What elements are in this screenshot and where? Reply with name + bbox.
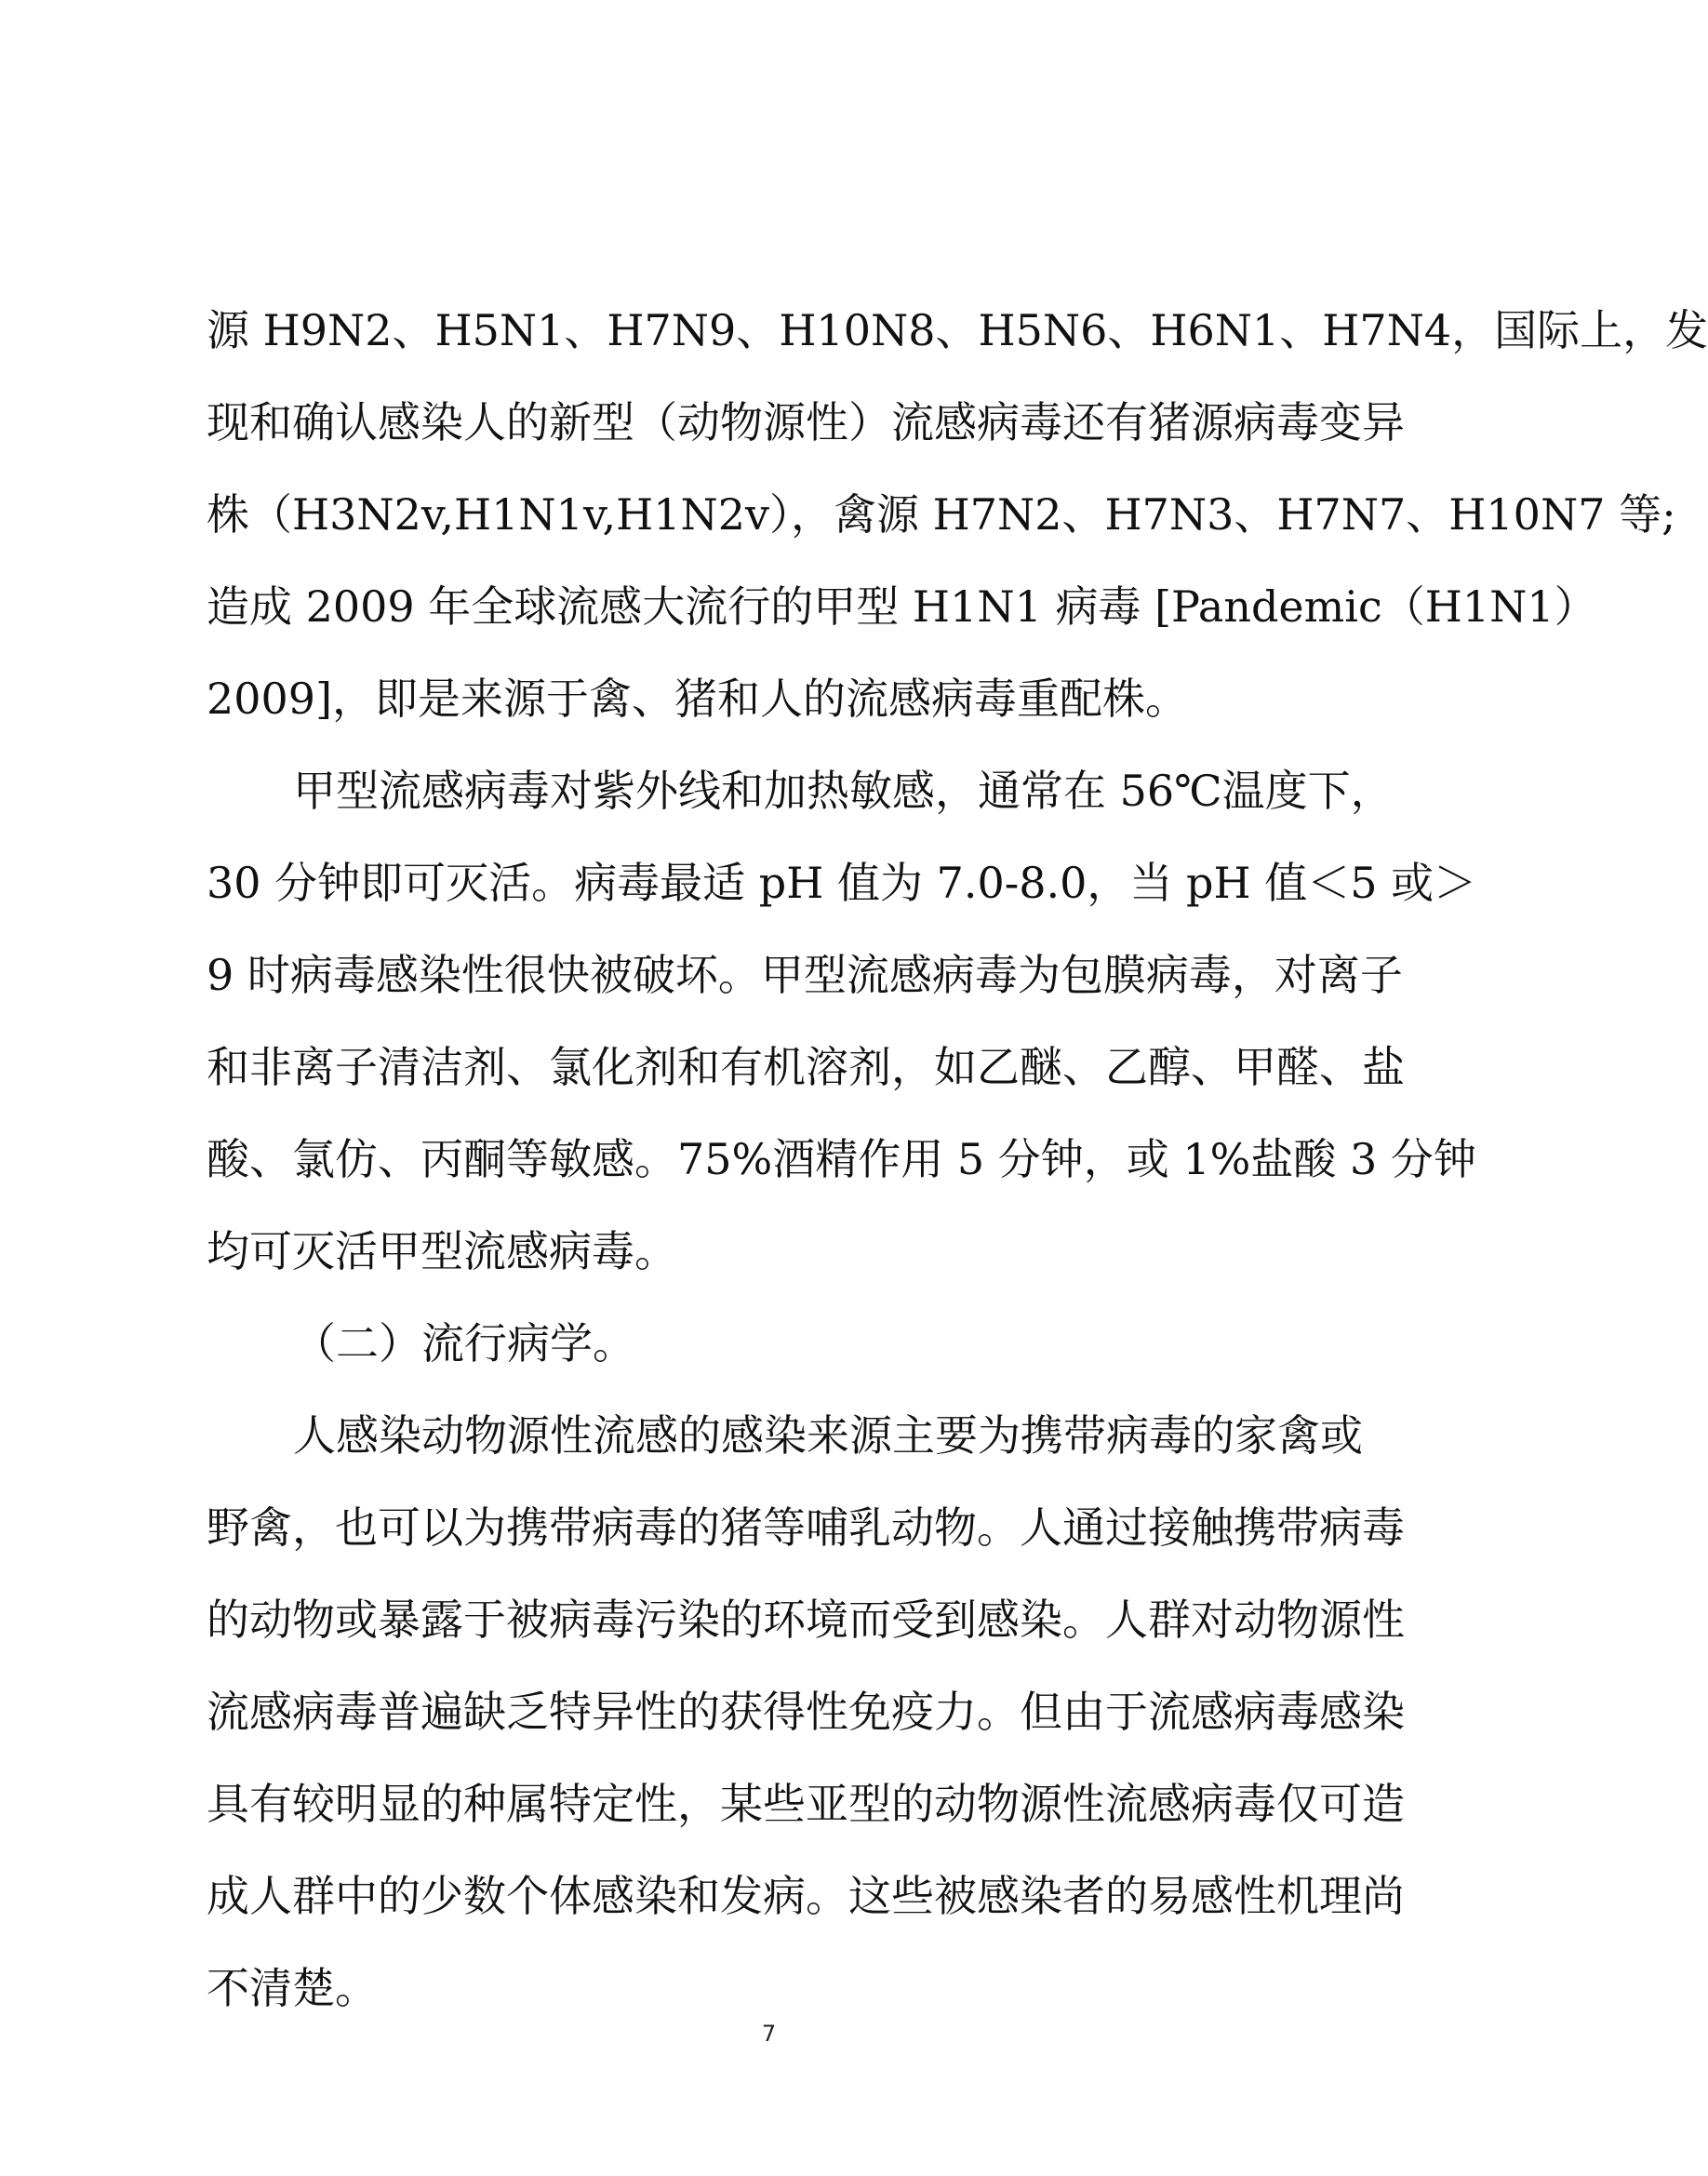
paragraph-line: 9 时病毒感染性很快被破坏。甲型流感病毒为包膜病毒，对离子 [207, 950, 1403, 1000]
paragraph-line: 流感病毒普遍缺乏特异性的获得性免疫力。但由于流感病毒感染 [207, 1687, 1405, 1737]
paragraph-line: 人感染动物源性流感的感染来源主要为携带病毒的家禽或 [293, 1410, 1363, 1461]
paragraph-line: 和非离子清洁剂、氯化剂和有机溶剂，如乙醚、乙醇、甲醛、盐 [207, 1042, 1405, 1092]
paragraph-line: 的动物或暴露于被病毒污染的环境而受到感染。人群对动物源性 [207, 1595, 1405, 1645]
paragraph-line: 野禽，也可以为携带病毒的猪等哺乳动物。人通过接触携带病毒 [207, 1502, 1405, 1553]
paragraph-line: 成人群中的少数个体感染和发病。这些被感染者的易感性机理尚 [207, 1871, 1405, 1921]
paragraph-line: 2009]，即是来源于禽、猪和人的流感病毒重配株。 [207, 674, 1189, 724]
paragraph-line: 30 分钟即可灭活。病毒最适 pH 值为 7.0-8.0，当 pH 值＜5 或＞ [207, 858, 1477, 908]
paragraph-line: 不清楚。 [207, 1963, 378, 2013]
paragraph-line: 源 H9N2、H5N1、H7N9、H10N8、H5N6、H6N1、H7N4，国际上，发 [207, 305, 1708, 355]
paragraph-line: 酸、氯仿、丙酮等敏感。75%酒精作用 5 分钟，或 1%盐酸 3 分钟 [207, 1134, 1476, 1184]
paragraph-line: 造成 2009 年全球流感大流行的甲型 H1N1 病毒 [Pandemic（H1N1） [207, 581, 1597, 632]
body-text [207, 285, 1708, 2035]
paragraph-line: 均可灭活甲型流感病毒。 [207, 1226, 677, 1276]
page-number: 7 [761, 2021, 777, 2047]
paragraph-line: 甲型流感病毒对紫外线和加热敏感，通常在 56℃温度下， [293, 766, 1394, 816]
paragraph-line: 株（H3N2v,H1N1v,H1N2v），禽源 H7N2、H7N3、H7N7、H10N7 等; [207, 489, 1676, 540]
paragraph-line: 具有较明显的种属特定性，某些亚型的动物源性流感病毒仅可造 [207, 1779, 1405, 1829]
section-heading: （二）流行病学。 [293, 1318, 635, 1368]
paragraph-line: 现和确认感染人的新型（动物源性）流感病毒还有猪源病毒变异 [207, 397, 1405, 447]
